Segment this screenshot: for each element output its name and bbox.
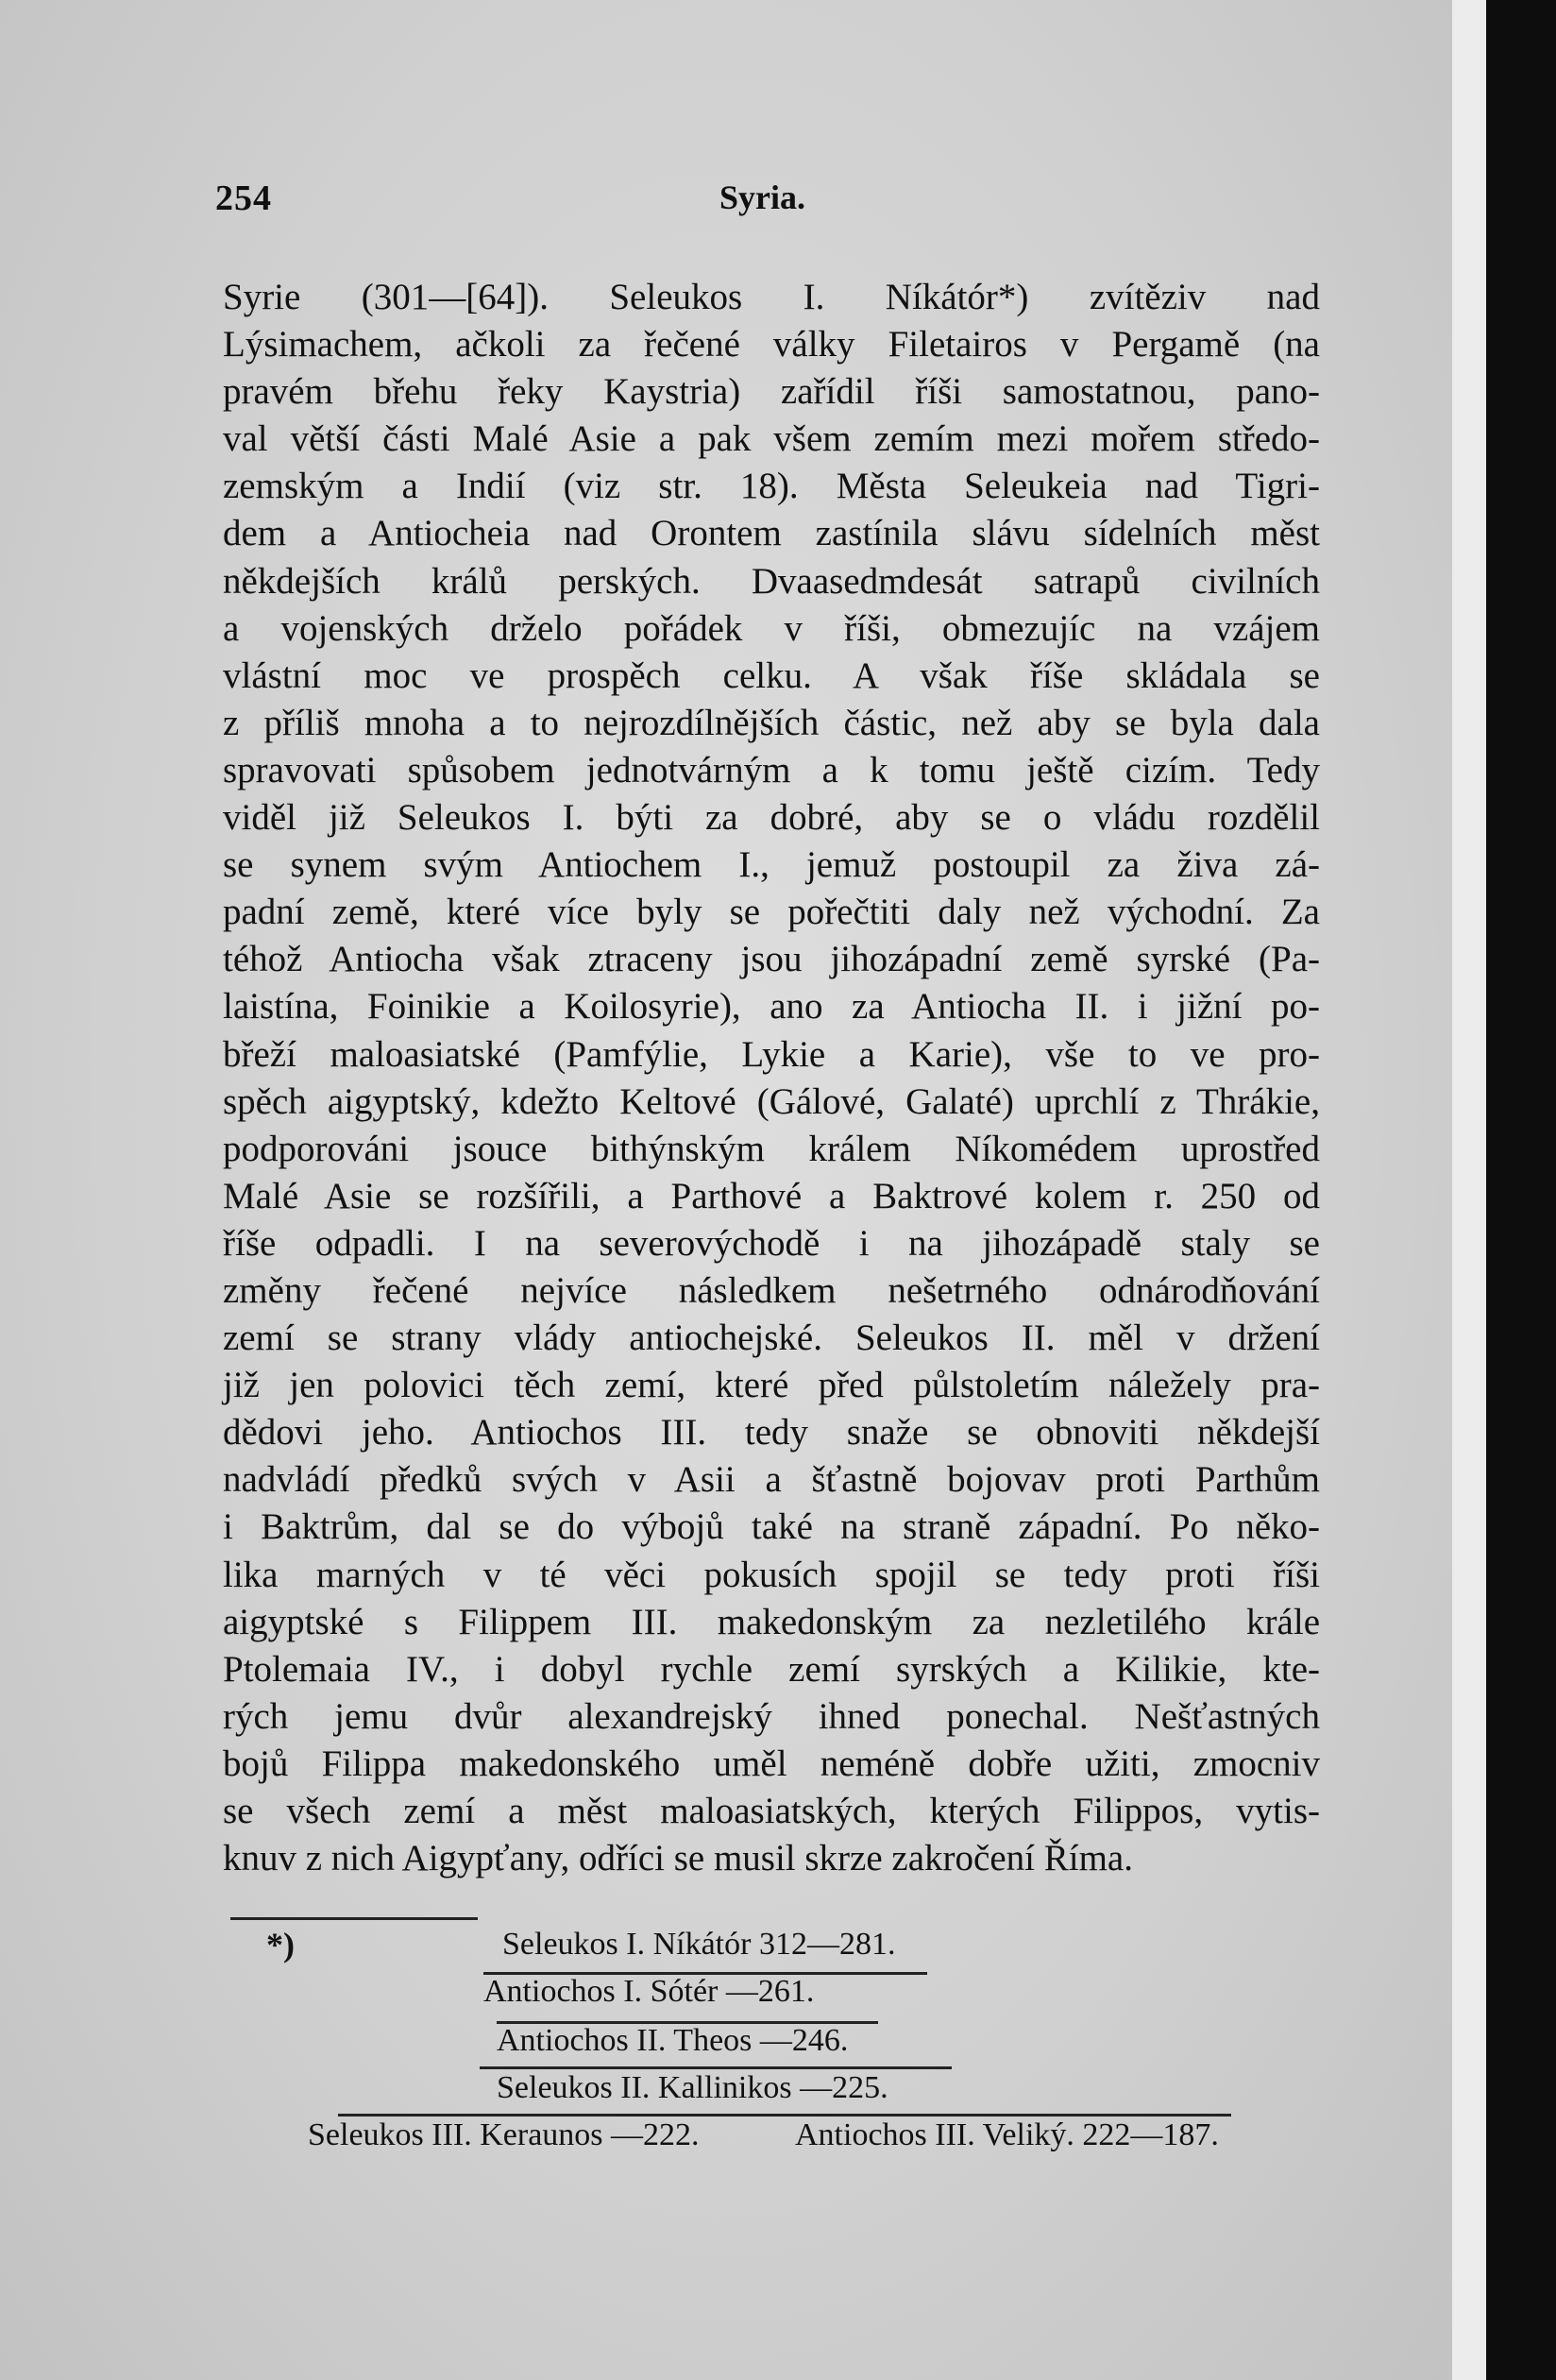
text-line: Lýsimachem, ačkoli za řečené války Filetairos v Pergamě (na — [223, 324, 1320, 366]
text-line: dědovi jeho. Antiochos III. tedy snaže se obnoviti někdejší — [223, 1412, 1320, 1454]
genealogy-entry: Antiochos II. Theos —246. — [497, 2023, 849, 2058]
footnote-mark: *) — [266, 1926, 295, 1964]
genealogy-bar — [480, 2066, 952, 2069]
genealogy-entry: Seleukos I. Níkátór 312—281. — [502, 1927, 896, 1962]
running-head: Syria. — [719, 178, 806, 216]
genealogy-entry: Antiochos III. Veliký. 222—187. — [795, 2117, 1219, 2152]
page-header — [215, 178, 1329, 234]
text-line: z příliš mnoha a to nejrozdílnějších částic, než aby se byla dala — [223, 702, 1320, 743]
genealogy-bar — [338, 2114, 1231, 2116]
text-line: zemským a Indií (viz str. 18). Města Seleukeia nad Tigri- — [223, 466, 1320, 507]
text-line: i Baktrům, dal se do výbojů také na straně západní. Po něko- — [223, 1506, 1320, 1548]
text-line: již jen polovici těch zemí, které před půlstoletím náležely pra- — [223, 1365, 1320, 1406]
text-line: téhož Antiocha však ztraceny jsou jihozápadní země syrské (Pa- — [223, 939, 1320, 980]
text-line: se všech zemí a měst maloasiatských, kterých Filippos, vytis- — [223, 1791, 1320, 1831]
text-line: val větší části Malé Asie a pak všem zemím mezi mořem středo- — [223, 418, 1320, 460]
page-edge — [1452, 0, 1486, 2380]
text-line: laistína, Foinikie a Koilosyrie), ano za Antiocha II. i jižní po- — [223, 986, 1320, 1028]
text-line: spěch aigyptský, kdežto Keltové (Gálové, Galaté) uprchlí z Thrákie, — [223, 1080, 1320, 1122]
text-line: rých jemu dvůr alexandrejský ihned ponechal. Nešťastných — [223, 1695, 1320, 1737]
page-number: 254 — [215, 178, 272, 218]
genealogy-entry: Seleukos II. Kallinikos —225. — [497, 2070, 888, 2105]
text-line: se synem svým Antiochem I., jemuž postoupil za živa zá- — [223, 844, 1320, 886]
genealogy-entry: Antiochos I. Sótér —261. — [483, 1974, 815, 2009]
text-line: někdejších králů perských. Dvaasedmdesát satrapů civilních — [223, 560, 1320, 602]
text-line: a vojenských drželo pořádek v říši, obmezujíc na vzájem — [223, 607, 1320, 649]
text-line: břeží maloasiatské (Pamfýlie, Lykie a Karie), vše to ve pro- — [223, 1033, 1320, 1075]
text-line: říše odpadli. I na severovýchodě i na jihozápadě staly se — [223, 1222, 1320, 1264]
scan-border — [1486, 0, 1556, 2380]
footnote-rule — [230, 1917, 478, 1920]
text-line: pravém břehu řeky Kaystria) zařídil říši samostatnou, pano- — [223, 371, 1320, 413]
text-line: Malé Asie se rozšířili, a Parthové a Baktrové kolem r. 250 od — [223, 1175, 1320, 1216]
text-line: podporováni jsouce bithýnským králem Níkomédem uprostřed — [223, 1128, 1320, 1169]
genealogy-entry: Seleukos III. Keraunos —222. — [308, 2117, 700, 2152]
text-line: vlástní moc ve prospěch celku. A však říše skládala se — [223, 654, 1320, 696]
text-line: padní země, které více byly se pořečtiti daly než východní. Za — [223, 892, 1320, 933]
text-line: dem a Antiocheia nad Orontem zastínila slávu sídelních měst — [223, 513, 1320, 554]
text-line: knuv z nich Aigypťany, odříci se musil skrze zakročení Říma. — [223, 1838, 1133, 1879]
text-line: Syrie (301—[64]). Seleukos I. Níkátór*) zvítěziv nad — [223, 277, 1320, 317]
body-text — [223, 274, 1320, 1882]
text-line: lika marných v té věci pokusích spojil se tedy proti říši — [223, 1554, 1320, 1595]
text-line: změny řečené nejvíce následkem nešetrného odnárodňování — [223, 1269, 1320, 1311]
text-line: nadvládí předků svých v Asii a šťastně bojovav proti Parthům — [223, 1459, 1320, 1501]
text-line: aigyptské s Filippem III. makedonským za nezletilého krále — [223, 1601, 1320, 1642]
text-line: viděl již Seleukos I. býti za dobré, aby se o vládu rozdělil — [223, 797, 1320, 839]
text-line: bojů Filippa makedonského uměl neméně dobře užiti, zmocniv — [223, 1742, 1320, 1784]
text-line: Ptolemaia IV., i dobyl rychle zemí syrských a Kilikie, kte- — [223, 1648, 1320, 1690]
text-line: spravovati spůsobem jednotvárným a k tomu ještě cizím. Tedy — [223, 749, 1320, 790]
text-line: zemí se strany vlády antiochejské. Seleukos II. měl v držení — [223, 1318, 1320, 1359]
